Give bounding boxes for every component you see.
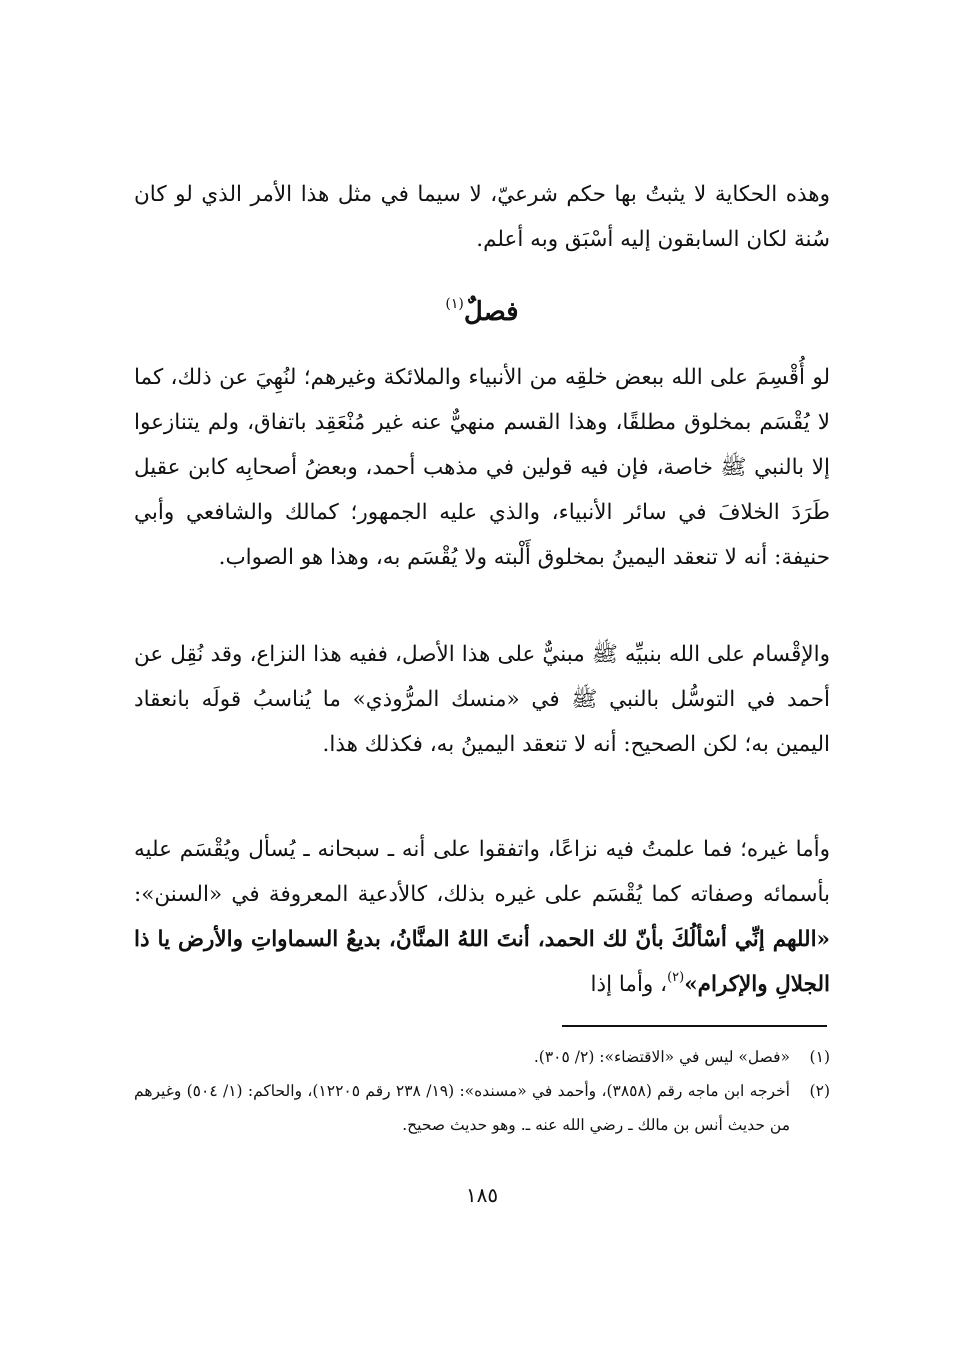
footnote-number: (١)	[809, 1048, 830, 1066]
paragraph-2: والإقْسام على الله بنبيِّه ﷺ مبنيٌّ على هذا الأصل، ففيه هذا النزاع، وقد نُقِل عن أحمد في التوسُّل بالنبي ﷺ في «منسك المرُّوذي» ما يُناسبُ قولَه بانعقاد اليمين به؛ لكن الصحيح: أنه لا تنعقد اليمينُ به، فكذلك هذا.	[134, 642, 830, 757]
footnote-item	[134, 1040, 830, 1074]
paragraph-3-text: وأما غيره؛ فما علمتُ فيه نزاعًا، واتفقوا على أنه ـ سبحانه ـ يُسأل ويُقْسَم عليه بأسمائه وصفاته كما يُقْسَم على غيره بذلك، كالأدعية المعروفة في «السنن»:	[134, 837, 830, 907]
page-number: ١٨٥	[465, 1183, 499, 1207]
paragraph-1: لو أُقْسِمَ على الله ببعض خلقِه من الأنبياء والملائكة وغيرهم؛ لنُهِيَ عن ذلك، كما لا يُقْسَم بمخلوق مطلقًا، وهذا القسم منهيٌّ عنه غير مُنْعَقِد باتفاق، ولم يتنازعوا إلا بالنبي ﷺ خاصة، فإن فيه قولين في مذهب أحمد، وبعضُ أصحابِه كابن عقيل طَرَدَ الخلافَ في سائر الأنبياء، والذي عليه الجمهور؛ كمالك والشافعي وأبي حنيفة: أنه لا تنعقد اليمينُ بمخلوق أَلْبته ولا يُقْسَم به، وهذا هو الصواب.	[134, 365, 830, 570]
footnote-number: (٢)	[809, 1082, 830, 1100]
paragraph-3-note-ref: (٢)	[667, 970, 685, 985]
intro-paragraph: وهذه الحكاية لا يثبتُ بها حكم شرعيّ، لا سيما في مثل هذا الأمر الذي لو كان سُنة لكان السابقون إليه أسْبَق وبه أعلم.	[134, 182, 830, 252]
footnote-text: أخرجه ابن ماجه رقم (٣٨٥٨)، وأحمد في «مسنده»: (١٩/ ٢٣٨ رقم ١٢٢٠٥)، والحاكم: (١/ ٥٠٤) وغيرهم من حديث أنس بن مالك ـ رضي الله عنه ـ. وهو حديث صحيح.	[134, 1082, 790, 1134]
section-heading-title: فصلٌ	[463, 297, 519, 327]
paragraph-3-continuation: ، وأما إذا	[590, 972, 668, 997]
dua-quote: «اللهم إنِّي أسْألُكَ بأنّ لك الحمد، أنتَ اللهُ المنَّانُ، بديعُ السماواتِ والأرض يا ذا الجلالِ والإكرام»	[134, 927, 830, 997]
section-heading-note-ref: (١)	[445, 296, 464, 312]
section-heading	[0, 282, 964, 334]
footnote-text: «فصل» ليس في «الاقتضاء»: (٢/ ٣٠٥).	[533, 1048, 790, 1066]
footnotes	[134, 1040, 830, 1142]
footnote-separator	[562, 1025, 827, 1027]
paragraph-3	[134, 827, 830, 1007]
footnote-item	[134, 1074, 830, 1142]
